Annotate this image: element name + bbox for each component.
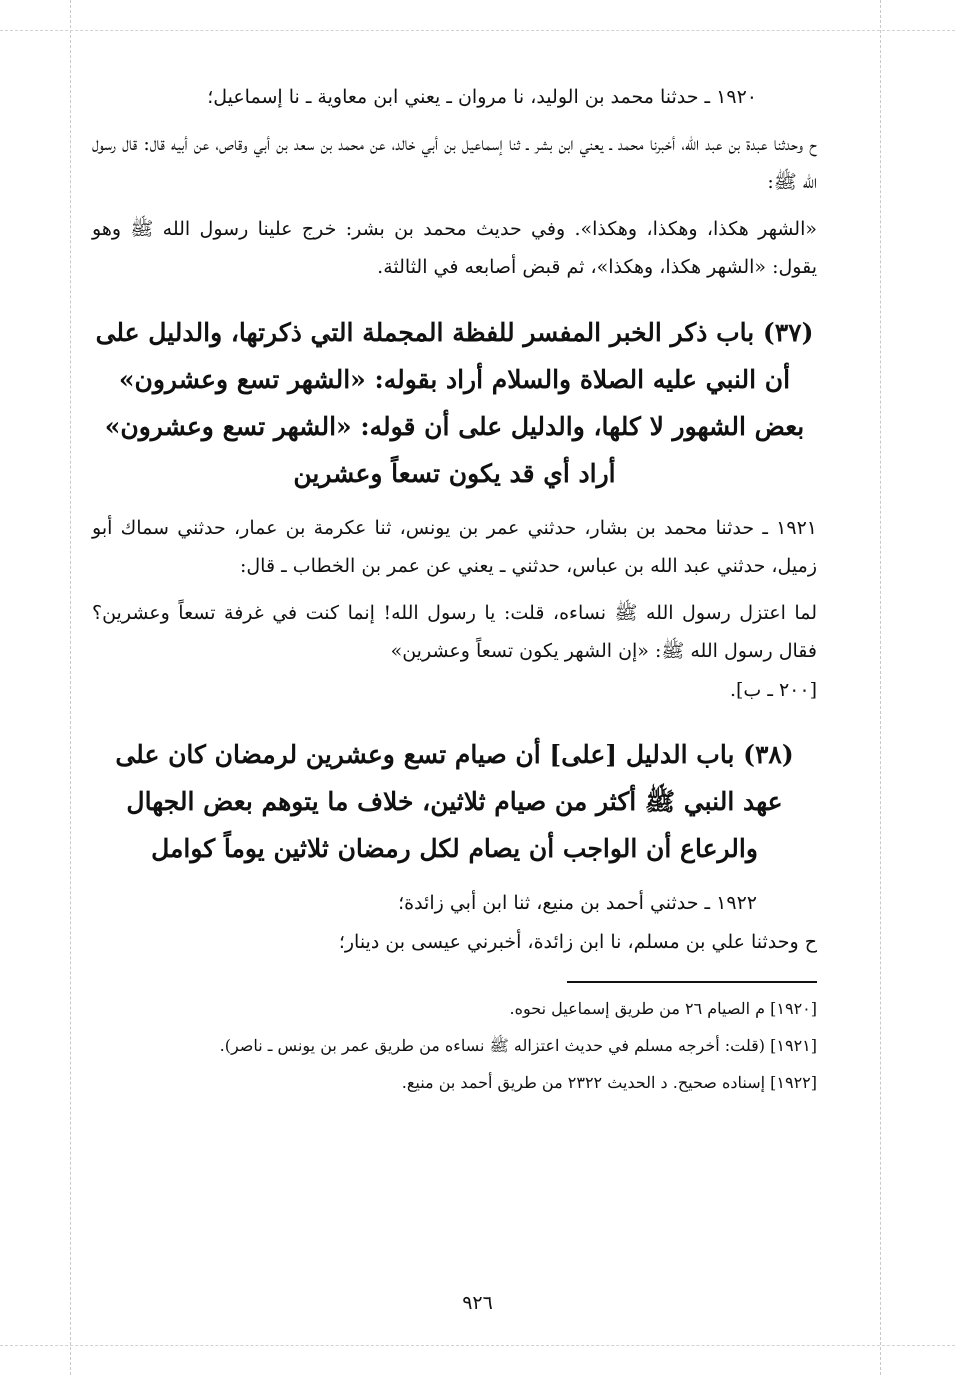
footnote: [١٩٢١] (قلت: أخرجه مسلم في حديث اعتزاله ﷺ نساءه من طريق عمر بن يونس ـ ناصر). <box>219 1036 817 1055</box>
chapter-38-title: (٣٨) باب الدليل [على] أن صيام تسع وعشرين لرمضان كان على عهد النبي ﷺ أكثر من صيام ثلاثين، خلاف ما يتوهم بعض الجهال والرعاع أن الواجب أن يصام لكل رمضان ثلاثين يوماً كوامل <box>115 740 794 863</box>
hadith-1920-isnad-continued: ح وحدثنا عبدة بن عبد الله، أخبرنا محمد ـ يعني ابن بشر ـ ثنا إسماعيل بن أبي خالد، عن محمد بن سعد بن أبي وقاص، عن أبيه قال: قال رسول الله ﷺ: <box>92 132 817 193</box>
scan-guide-line <box>70 0 71 1375</box>
hadith-1921-isnad: ١٩٢١ ـ حدثنا محمد بن بشار، حدثني عمر بن يونس، ثنا عكرمة بن عمار، حدثني سماك أبو زميل، حدثني عبد الله بن عباس، حدثني ـ يعني عن عمر بن الخطاب ـ قال: <box>92 516 817 577</box>
chapter-37-title: (٣٧) باب ذكر الخبر المفسر للفظة المجملة التي ذكرتها، والدليل على أن النبي عليه الصلاة والسلام أراد بقوله: «الشهر تسع وعشرون» بعض الشهور لا كلها، والدليل على أن قوله: «الشهر تسع وعشرون» أراد أي قد يكون تسعاً وعشرين <box>95 317 814 488</box>
scan-guide-line <box>0 1345 955 1346</box>
footnote: [١٩٢٠] م الصيام ٢٦ من طريق إسماعيل نحوه. <box>509 999 817 1018</box>
hadith-1921-matn-text: لما اعتزل رسول الله ﷺ نساءه، قلت: يا رسول الله! إنما كنت في غرفة تسعاً وعشرين؟ فقال رسول الله ﷺ: «إن الشهر يكون تسعاً وعشرين» <box>92 601 817 662</box>
hadith-1921-matn <box>92 594 817 710</box>
page-number: ٩٢٦ <box>462 1292 493 1314</box>
footnote-separator <box>567 981 817 983</box>
hadith-1922-isnad: ١٩٢٢ ـ حدثني أحمد بن منيع، ثنا ابن أبي زائدة؛ <box>398 892 757 914</box>
hadith-1922-isnad-continued: ح وحدثنا علي بن مسلم، نا ابن زائدة، أخبرني عيسى بن دينار؛ <box>338 930 817 953</box>
footnote: [١٩٢٢] إسناده صحيح. د الحديث ٢٣٢٢ من طريق أحمد بن منيع. <box>401 1073 817 1092</box>
hadith-1920-isnad: ١٩٢٠ ـ حدثنا محمد بن الوليد، نا مروان ـ يعني ابن معاوية ـ نا إسماعيل؛ <box>207 86 757 108</box>
scan-guide-line <box>0 30 955 31</box>
page-body <box>92 78 817 1104</box>
hadith-1920-matn: «الشهر هكذا، وهكذا، وهكذا». وفي حديث محمد بن بشر: خرج علينا رسول الله ﷺ وهو يقول: «الشهر هكذا، وهكذا»، ثم قبض أصابعه في الثالثة. <box>92 217 817 278</box>
scan-guide-line <box>880 0 881 1375</box>
manuscript-folio-ref: [٢٠٠ ـ ب]. <box>729 678 817 701</box>
